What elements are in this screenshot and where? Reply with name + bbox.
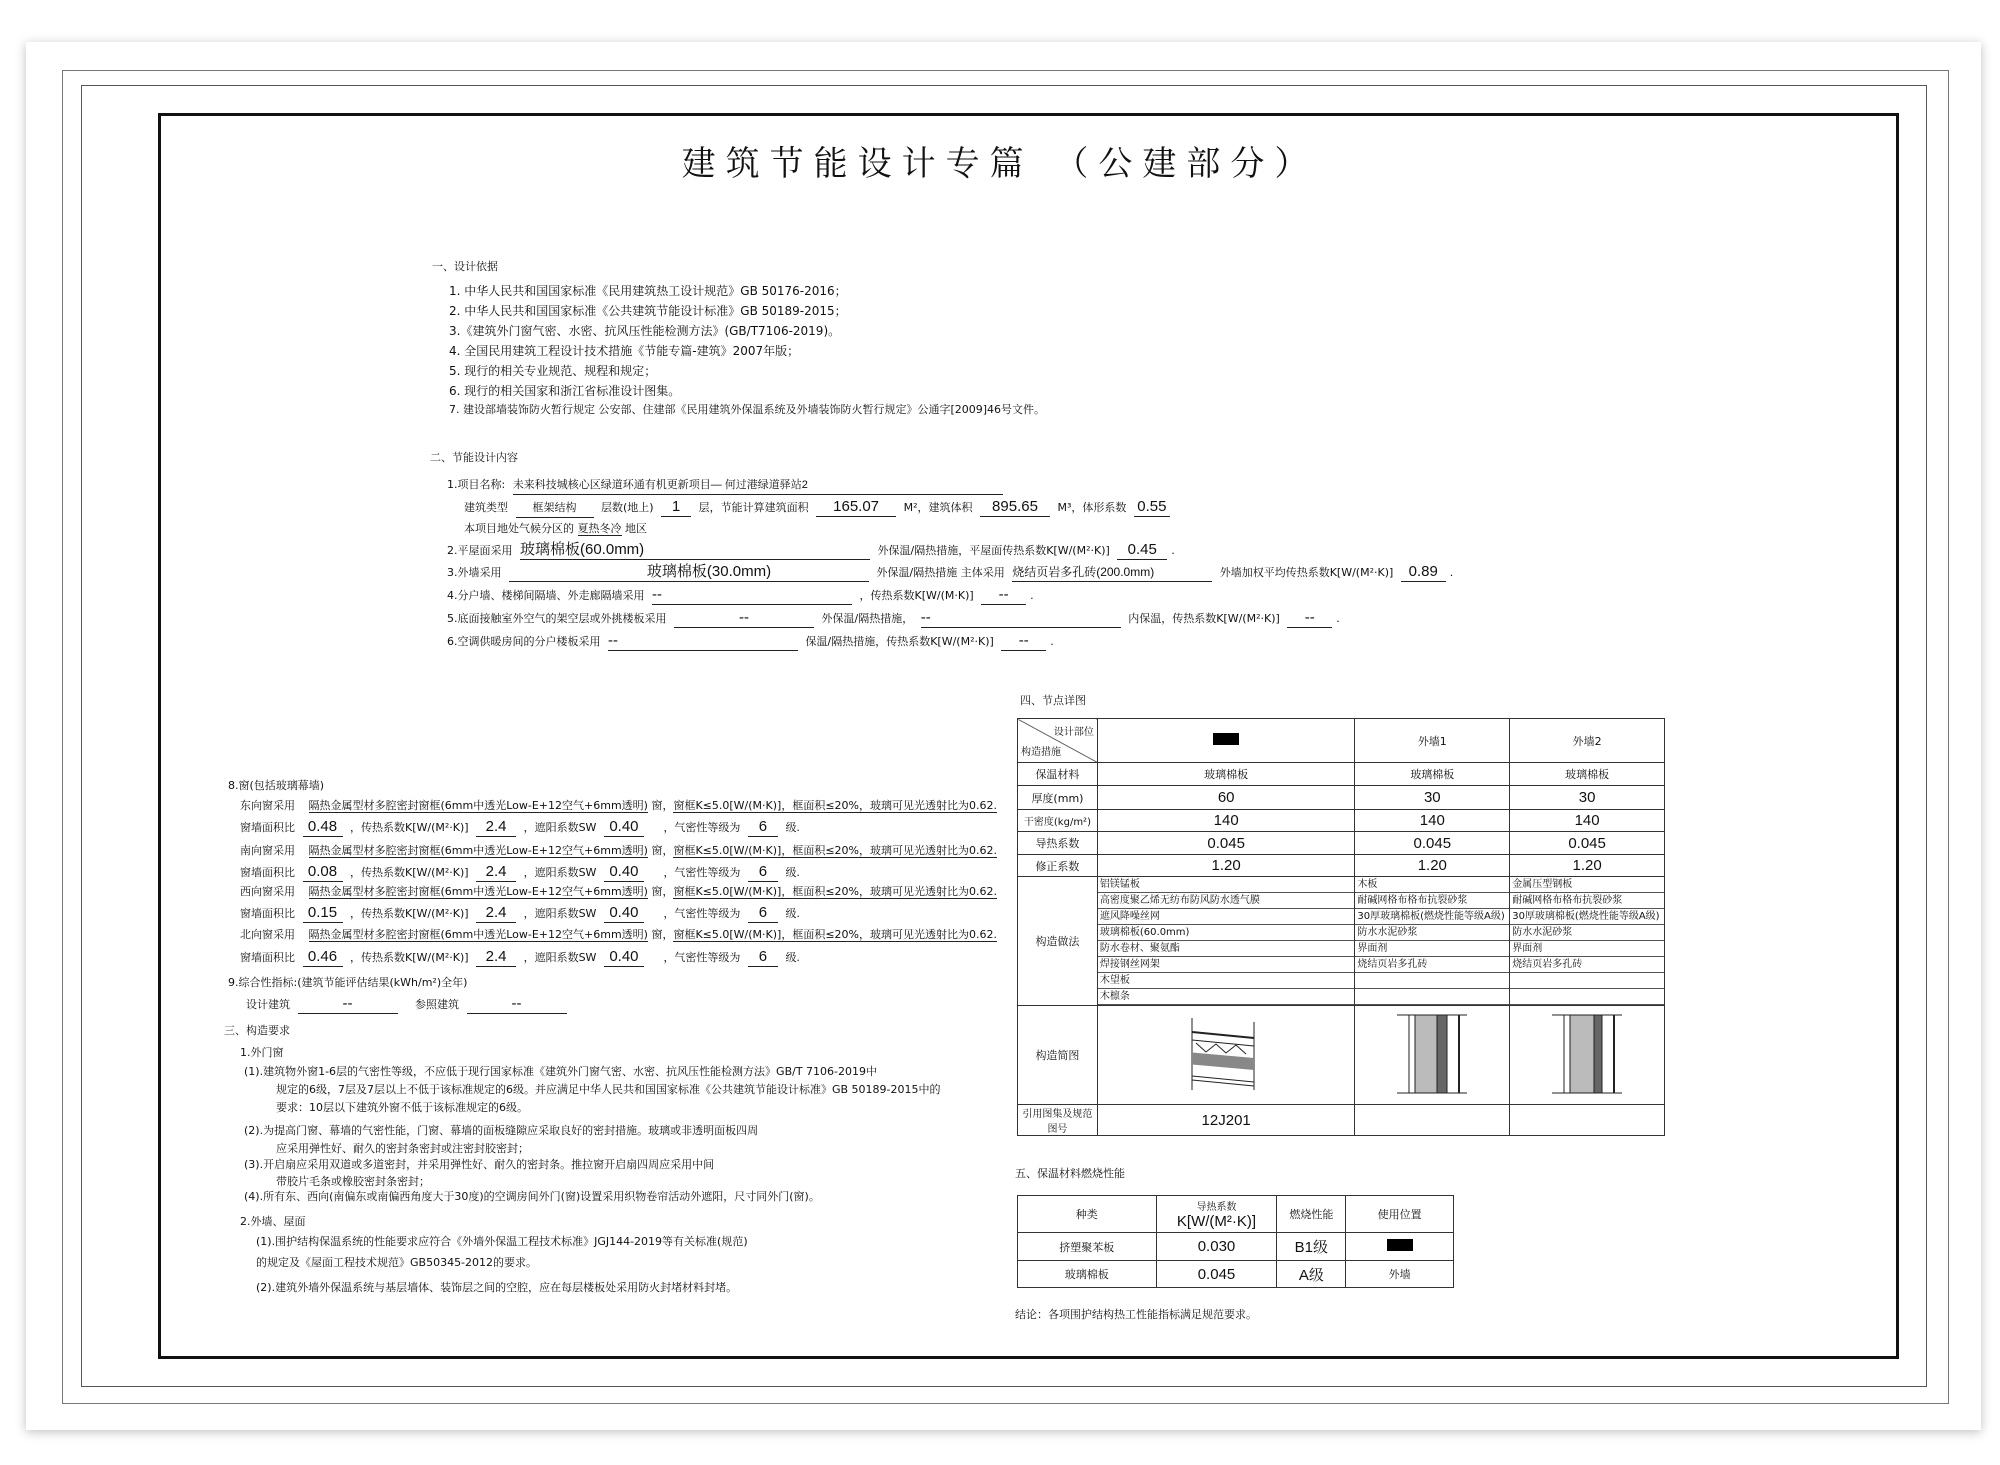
window-spec: 隔热金属型材多腔密封窗框(6mm中透光Low-E+12空气+6mm透明): [308, 885, 648, 898]
layer-cell: 木板: [1355, 877, 1509, 893]
wall-section-drawing: [1397, 1011, 1467, 1097]
frame-k: 窗框K≤5.0[W/(M·K)]: [673, 799, 782, 812]
row-label: 引用图集及规范图号: [1018, 1105, 1098, 1136]
header-line: K[W/(M²·K)]: [1176, 1213, 1257, 1230]
wall-body: 烧结页岩多孔砖(200.0mm): [1012, 563, 1212, 582]
k-cell: 0.030: [1156, 1233, 1277, 1261]
corner-bottom-label: 构造措施: [1021, 747, 1061, 758]
layer-cell: [1510, 973, 1664, 989]
label: 外墙加权平均传热系数K[W/(M²·K)]: [1219, 566, 1394, 579]
construction-text: (2).建筑外墙外保温系统与基层墙体、装饰层之间的空腔，应在每层楼板处采用防火封堵材料封堵。: [256, 1281, 738, 1294]
shape-coefficient: 0.55: [1134, 498, 1170, 517]
label: ，遮阳系数SW: [523, 907, 597, 920]
table-row: [1018, 810, 1665, 832]
table-cell: 玻璃棉板: [1510, 763, 1665, 786]
frame-k: 窗框K≤5.0[W/(M·K)]: [673, 928, 782, 941]
construction-sub: 2.外墙、屋面: [240, 1215, 306, 1228]
window-spec: 隔热金属型材多腔密封窗框(6mm中透光Low-E+12空气+6mm透明): [308, 799, 648, 812]
label: 2.平屋面采用: [447, 544, 513, 557]
layer-cell: [1355, 973, 1509, 989]
layer-cell: 烧结页岩多孔砖: [1355, 957, 1509, 973]
roof-section-drawing: [1186, 1018, 1266, 1090]
label: 层数(地上): [601, 501, 654, 514]
wall1-sketch: [1355, 1006, 1510, 1105]
table-cell: 0.045: [1097, 832, 1355, 855]
type-cell: 玻璃棉板: [1018, 1261, 1157, 1288]
label: 窗，: [651, 928, 674, 941]
window-wall-ratio: 0.48: [303, 818, 343, 837]
fire-table: [1017, 1195, 1454, 1288]
table-cell: 140: [1097, 810, 1355, 832]
basis-item: 4. 全国民用建筑工程设计技术措施《节能专篇-建筑》2007年版；: [449, 344, 800, 358]
label: 窗墙面积比: [240, 866, 295, 879]
row-label: 干密度(kg/m²): [1018, 810, 1098, 832]
window-wall-ratio: 0.08: [303, 863, 343, 882]
conclusion: 结论：各项围护结构热工性能指标满足规范要求。: [1015, 1308, 1257, 1321]
ref-cell: 12J201: [1097, 1105, 1355, 1136]
table-cell: 30: [1510, 786, 1665, 810]
layer-cell: 防水卷材、聚氨酯: [1098, 941, 1355, 957]
label: 南向窗采用: [240, 844, 295, 857]
label: 外保温/隔热措施，平屋面传热系数K[W/(M²·K)]: [877, 544, 1110, 557]
label: 北向窗采用: [240, 928, 295, 941]
label: ，传热系数K[W/(M²·K)]: [350, 866, 469, 879]
construction-text: (1).建筑物外窗1-6层的气密性等级，不应低于现行国家标准《建筑外门窗气密、水密、抗风压性能检测方法》GB/T 7106-2019中: [244, 1065, 877, 1078]
label: 参照建筑: [415, 998, 459, 1011]
column-header: 外墙2: [1510, 719, 1665, 763]
wall-section-drawing: [1552, 1011, 1622, 1097]
header-line: 导热系数: [1196, 1202, 1237, 1213]
layer-cell: 木望板: [1098, 973, 1355, 989]
table-row: [1018, 786, 1665, 810]
position-cell: [1346, 1233, 1454, 1261]
shading-coef: 0.40: [604, 818, 644, 837]
floor-line: [447, 609, 1340, 629]
reference-value: --: [467, 995, 567, 1014]
corner-top-label: 设计部位: [1053, 727, 1094, 738]
label: ，气密性等级为: [663, 907, 741, 920]
header-cell: 使用位置: [1346, 1196, 1454, 1233]
frame-tail: ，框面积≤20%，玻璃可见光透射比为0.62.: [781, 928, 997, 941]
window-value-line: [240, 904, 800, 924]
table-row: [1018, 855, 1665, 877]
label: 东向窗采用: [240, 799, 295, 812]
construction-text: 的规定及《屋面工程技术规范》GB50345-2012的要求。: [256, 1256, 538, 1269]
table-cell: 0.045: [1355, 832, 1510, 855]
ac-k: --: [1001, 632, 1046, 651]
construction-text: 规定的6级，7层及7层以上不低于该标准规定的6级。并应满足中华人民共和国国家标准《公共建筑节能设计标准》GB 50189-2015中的: [276, 1083, 941, 1096]
layer-cell: 界面剂: [1510, 941, 1664, 957]
label: 设计建筑: [246, 998, 290, 1011]
header-cell: 种类: [1018, 1196, 1157, 1233]
layer-cell: 30厚玻璃棉板(燃烧性能等级A级): [1355, 909, 1509, 925]
roof-k: 0.45: [1117, 541, 1167, 560]
window-spec-line: [240, 841, 997, 861]
layer-cell: 铝镁锰板: [1098, 877, 1355, 893]
climate-line: [464, 519, 647, 539]
layer-cell: 遮风降噪丝网: [1098, 909, 1355, 925]
label: 层，节能计算建筑面积: [698, 501, 809, 514]
overall-heading: 9.综合性指标:(建筑节能评估结果(kWh/m²)全年): [228, 976, 468, 989]
label: 内保温，传热系数K[W/(M²·K)]: [1128, 612, 1280, 625]
climate-zone: 夏热冬冷: [577, 522, 622, 535]
label: ，遮阳系数SW: [523, 821, 597, 834]
building-type: 框架结构: [516, 499, 594, 518]
label: ，传热系数K[W/(M²·K)]: [350, 821, 469, 834]
label: 建筑类型: [464, 501, 508, 514]
frame-tail: ，框面积≤20%，玻璃可见光透射比为0.62.: [781, 799, 997, 812]
row-label: 构造做法: [1018, 877, 1098, 1006]
label: 级.: [785, 951, 800, 964]
table-cell: 30: [1355, 786, 1510, 810]
roof-material: 玻璃棉板(60.0mm): [520, 541, 870, 560]
frame-k: 窗框K≤5.0[W/(M·K)]: [673, 885, 782, 898]
fire-cell: B1级: [1277, 1233, 1346, 1261]
shading-coef: 0.40: [604, 904, 644, 923]
roof-sketch: [1097, 1006, 1355, 1105]
label: ，遮阳系数SW: [523, 951, 597, 964]
row-label: 保温材料: [1018, 763, 1098, 786]
layer-cell: 焊接钢丝网架: [1098, 957, 1355, 973]
node-table-heading: 四、节点详图: [1020, 694, 1086, 707]
label: 窗墙面积比: [240, 821, 295, 834]
table-cell: 玻璃棉板: [1355, 763, 1510, 786]
column-header: 外墙1: [1355, 719, 1510, 763]
basis-heading: 一、设计依据: [432, 260, 498, 273]
redacted-block: [1387, 1239, 1413, 1251]
partition-value: --: [652, 586, 852, 605]
label: ，传热系数K[W/(M²·K)]: [350, 951, 469, 964]
label: 窗墙面积比: [240, 951, 295, 964]
wall-material: 玻璃棉板(30.0mm): [509, 563, 869, 582]
label: 4.分户墙、楼梯间隔墙、外走廊隔墙采用: [447, 589, 645, 602]
table-cell: 1.20: [1510, 855, 1665, 877]
corner-header: [1018, 719, 1098, 763]
volume: 895.65: [980, 498, 1050, 517]
label: 本项目地处气候分区的: [464, 522, 574, 535]
label: 3.外墙采用: [447, 566, 502, 579]
windows-heading: 8.窗(包括玻璃幕墙): [228, 779, 325, 792]
label: .: [1449, 566, 1454, 579]
header-cell: [1156, 1196, 1277, 1233]
roof-line: [447, 541, 1175, 561]
construction-text: (3).开启扇应采用双道或多道密封，并采用弹性好、耐久的密封条。推拉窗开启扇四周应采用中间: [244, 1158, 715, 1171]
label: .: [1171, 544, 1175, 557]
floor-value2: --: [921, 609, 1121, 628]
k-cell: 0.045: [1156, 1261, 1277, 1288]
shading-coef: 0.40: [604, 948, 644, 967]
window-spec-line: [240, 925, 997, 945]
table-cell: 玻璃棉板: [1097, 763, 1355, 786]
label: 6.空调供暖房间的分户楼板采用: [447, 635, 601, 648]
label: M²，建筑体积: [903, 501, 973, 514]
construction-sub: 1.外门窗: [240, 1046, 284, 1059]
wall-line: [447, 563, 1453, 583]
label: ，传热系数K[W/(M·K)]: [859, 589, 974, 602]
label: ，遮阳系数SW: [523, 866, 597, 879]
column-header: [1097, 719, 1355, 763]
label: 窗，: [651, 844, 674, 857]
window-value-line: [240, 948, 800, 968]
construction-text: (4).所有东、西向(南偏东或南偏西角度大于30度)的空调房间外门(窗)设置采用织物卷帘活动外遮阳，尺寸同外门(窗)。: [244, 1190, 820, 1203]
construction-text: 带胶片毛条或橡胶密封条密封；: [276, 1175, 430, 1188]
row-label: 厚度(mm): [1018, 786, 1098, 810]
wall2-sketch: [1510, 1006, 1665, 1105]
label: 地区: [625, 522, 647, 535]
label: ，气密性等级为: [663, 866, 741, 879]
window-spec-line: [240, 882, 997, 902]
window-k: 2.4: [476, 863, 516, 882]
label: 窗，: [651, 885, 674, 898]
label: 级.: [785, 907, 800, 920]
construction-text: (2).为提高门窗、幕墙的气密性能，门窗、幕墙的面板缝隙应采取良好的密封措施。玻璃或非透明面板四周: [244, 1124, 759, 1137]
type-cell: 挤塑聚苯板: [1018, 1233, 1157, 1261]
airtightness-grade: 6: [748, 818, 778, 837]
table-cell: 140: [1510, 810, 1665, 832]
window-spec: 隔热金属型材多腔密封窗框(6mm中透光Low-E+12空气+6mm透明): [308, 844, 648, 857]
position-cell: 外墙: [1346, 1261, 1454, 1288]
row-label: 导热系数: [1018, 832, 1098, 855]
construction-text: 应采用弹性好、耐久的密封条密封或注密封胶密封；: [276, 1142, 529, 1155]
label: ，气密性等级为: [663, 951, 741, 964]
table-row: [1018, 832, 1665, 855]
label: ，传热系数K[W/(M²·K)]: [350, 907, 469, 920]
label: 外保温/隔热措施，: [821, 612, 914, 625]
window-wall-ratio: 0.15: [303, 904, 343, 923]
content-heading: 二、节能设计内容: [430, 451, 518, 464]
basis-item: 6. 现行的相关国家和浙江省标准设计图集。: [449, 384, 681, 398]
floors: 1: [661, 498, 691, 517]
layer-cell: 防水水泥砂浆: [1510, 925, 1664, 941]
basis-item: 1. 中华人民共和国国家标准《民用建筑热工设计规范》GB 50176-2016；: [449, 284, 847, 298]
fire-table-heading: 五、保温材料燃烧性能: [1015, 1167, 1125, 1180]
ref-cell: [1510, 1105, 1665, 1136]
basis-item: 5. 现行的相关专业规范、规程和规定；: [449, 364, 657, 378]
layer-cell: 金属压型钢板: [1510, 877, 1664, 893]
window-k: 2.4: [476, 904, 516, 923]
design-value: --: [298, 995, 398, 1014]
overall-line: [246, 995, 571, 1015]
ac-value: --: [608, 632, 798, 651]
label: 级.: [785, 866, 800, 879]
header-cell: 燃烧性能: [1277, 1196, 1346, 1233]
table-cell: 1.20: [1097, 855, 1355, 877]
window-wall-ratio: 0.46: [303, 948, 343, 967]
label: ，气密性等级为: [663, 821, 741, 834]
layer-cell: 木檩条: [1098, 989, 1355, 1005]
frame-k: 窗框K≤5.0[W/(M·K)]: [673, 844, 782, 857]
wall-k: 0.89: [1401, 563, 1446, 582]
area: 165.07: [816, 498, 896, 517]
layer-cell: 高密度聚乙烯无纺布防风防水透气膜: [1098, 893, 1355, 909]
label: 级.: [785, 821, 800, 834]
construction-heading: 三、构造要求: [224, 1024, 290, 1037]
label: .: [1030, 589, 1034, 602]
layer-cell: 防水水泥砂浆: [1355, 925, 1509, 941]
partition-k: --: [981, 586, 1026, 605]
table-row: [1018, 763, 1665, 786]
basis-item: 2. 中华人民共和国国家标准《公共建筑节能设计标准》GB 50189-2015；: [449, 304, 847, 318]
window-value-line: [240, 818, 800, 838]
window-k: 2.4: [476, 818, 516, 837]
page-title: 建筑节能设计专篇 （公建部分）: [681, 144, 1319, 184]
fire-cell: A级: [1277, 1261, 1346, 1288]
node-table: [1017, 718, 1665, 1136]
label: .: [1050, 635, 1054, 648]
label: .: [1336, 612, 1340, 625]
label: M³，体形系数: [1057, 501, 1127, 514]
label: 保温/隔热措施，传热系数K[W/(M²·K)]: [805, 635, 994, 648]
layer-cell: 耐碱网格布格布抗裂砂浆: [1510, 893, 1664, 909]
layer-cell: [1510, 989, 1664, 1005]
row-label: 修正系数: [1018, 855, 1098, 877]
ref-cell: [1355, 1105, 1510, 1136]
basis-item: 7. 建设部墙装饰防火暂行规定 公安部、住建部《民用建筑外保温系统及外墙装饰防火暂行规定》公通字[2009]46号文件。: [449, 403, 1046, 416]
frame-tail: ，框面积≤20%，玻璃可见光透射比为0.62.: [781, 844, 997, 857]
partition-line: [447, 586, 1034, 606]
table-cell: 140: [1355, 810, 1510, 832]
redacted-block: [1213, 733, 1239, 745]
label: 5.底面接触室外空气的架空层或外挑楼板采用: [447, 612, 667, 625]
layer-cell: 烧结页岩多孔砖: [1510, 957, 1664, 973]
label: 外保温/隔热措施 主体采用: [876, 566, 1005, 579]
row-label: 构造简图: [1018, 1006, 1098, 1105]
building-type-line: [464, 498, 1174, 518]
layer-cell: 耐碱网格布格布抗裂砂浆: [1355, 893, 1509, 909]
basis-item: 3.《建筑外门窗气密、水密、抗风压性能检测方法》(GB/T7106-2019)。: [449, 324, 841, 338]
label: 窗墙面积比: [240, 907, 295, 920]
floor-value: --: [674, 609, 814, 628]
table-cell: 0.045: [1510, 832, 1665, 855]
window-value-line: [240, 863, 800, 883]
construction-text: 要求：10层以下建筑外窗不低于该标准规定的6级。: [276, 1101, 528, 1114]
project-name: 未来科技城核心区绿道环通有机更新项目— 何过港绿道驿站2: [513, 476, 1003, 495]
label: 1.项目名称:: [447, 478, 506, 491]
table-cell: 1.20: [1355, 855, 1510, 877]
window-spec: 隔热金属型材多腔密封窗框(6mm中透光Low-E+12空气+6mm透明): [308, 928, 648, 941]
shading-coef: 0.40: [604, 863, 644, 882]
layer-cell: [1355, 989, 1509, 1005]
layer-cell: 界面剂: [1355, 941, 1509, 957]
layer-cell: 玻璃棉板(60.0mm): [1098, 925, 1355, 941]
label: 西向窗采用: [240, 885, 295, 898]
ac-floor-line: [447, 632, 1054, 652]
construction-text: (1).围护结构保温系统的性能要求应符合《外墙外保温工程技术标准》JGJ144-2019等有关标准(规范): [256, 1235, 748, 1248]
frame-tail: ，框面积≤20%，玻璃可见光透射比为0.62.: [781, 885, 997, 898]
airtightness-grade: 6: [748, 948, 778, 967]
label: 窗，: [651, 799, 674, 812]
floor-k: --: [1287, 609, 1332, 628]
layer-cell: 30厚玻璃棉板(燃烧性能等级A级): [1510, 909, 1664, 925]
window-k: 2.4: [476, 948, 516, 967]
table-cell: 60: [1097, 786, 1355, 810]
airtightness-grade: 6: [748, 863, 778, 882]
airtightness-grade: 6: [748, 904, 778, 923]
window-spec-line: [240, 796, 997, 816]
project-name-line: [447, 475, 1007, 495]
